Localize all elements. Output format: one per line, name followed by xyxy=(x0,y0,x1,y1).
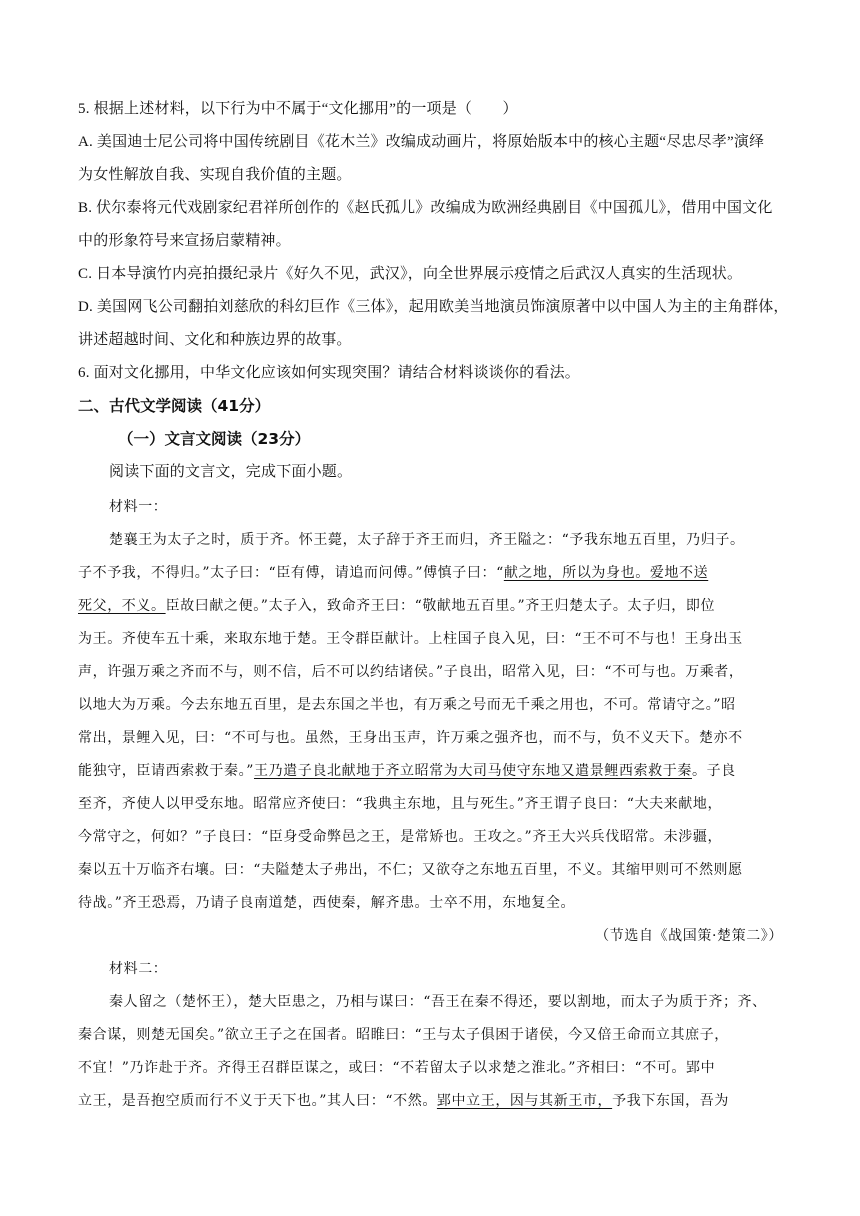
option-a-line-2: 为女性解放自我、实现自我价值的主题。 xyxy=(78,167,352,183)
passage-line: 为王。齐使车五十乘，来取东地于楚。王令群臣献计。上柱国子良入见，曰：“王不可不与也！王身出玉 xyxy=(78,631,743,647)
passage-line: 能独守，臣请西索救于秦。”王乃遣子良北献地于齐立昭常为大司马使守东地又遣景鲤西索救于秦。子良 xyxy=(78,763,736,779)
material-1-label: 材料一： xyxy=(109,499,168,515)
passage-line: 至齐，齐使人以甲受东地。昭常应齐使曰：“我典主东地，且与死生。”齐王谓子良曰：“大夫来献地， xyxy=(78,796,723,812)
option-d-line-1: D. 美国网飞公司翻拍刘慈欣的科幻巨作《三体》，起用欧美当地演员饰演原著中以中国人为主的主角群体， xyxy=(78,299,789,315)
passage-line: 今常守之，何如？”子良曰：“臣身受命弊邑之王，是常矫也。王攻之。”齐王大兴兵伐昭常。未涉疆， xyxy=(78,829,723,845)
option-d-line-2: 讲述超越时间、文化和种族边界的故事。 xyxy=(78,332,352,348)
source-citation: （节选自《战国策·楚策二》） xyxy=(595,928,783,944)
underlined-sentence: 死父，不义。 xyxy=(78,598,166,614)
question-5-stem: 5. 根据上述材料，以下行为中不属于“文化挪用”的一项是（ ） xyxy=(78,101,518,117)
option-c-line-1: C. 日本导演竹内亮拍摄纪录片《好久不见，武汉》，向全世界展示疫情之后武汉人真实的生活现状。 xyxy=(78,266,743,282)
passage-line: 秦以五十万临齐右壤。曰：“夫隘楚太子弗出，不仁；又欲夺之东地五百里，不义。其缩甲则可不然则愿 xyxy=(78,862,743,878)
passage-line: 声，许强万乘之齐而不与，则不信，后不可以约结诸侯。”子良出，昭常入见，曰：“不可与也。万乘者， xyxy=(78,664,744,680)
subsection-heading: （一）文言文阅读（23分） xyxy=(118,430,311,448)
question-6: 6. 面对文化挪用，中华文化应该如何实现突围？请结合材料谈谈你的看法。 xyxy=(78,365,581,381)
passage-line: 不宜！”乃诈赴于齐。齐得王召群臣谋之，或曰：“不若留太子以求楚之淮北。”齐相曰：“不可。郢中 xyxy=(78,1060,716,1076)
passage-line: 子不予我，不得归。”太子曰：“臣有傅，请追而问傅。”傅慎子曰：“献之地，所以为身也。爱地不送 xyxy=(78,565,709,581)
material-2-label: 材料二： xyxy=(109,961,168,977)
section-heading: 二、古代文学阅读（41分） xyxy=(78,397,271,415)
passage-line: 楚襄王为太子之时，质于齐。怀王薨，太子辞于齐王而归，齐王隘之：“予我东地五百里，乃归子。 xyxy=(109,532,745,548)
option-b-line-2: 中的形象符号来宣扬启蒙精神。 xyxy=(78,233,291,249)
passage-line: 常出，景鲤入见，曰：“不可与也。虽然，王身出玉声，许万乘之强齐也，而不与，负不义天下。楚亦不 xyxy=(78,730,743,746)
underlined-sentence: 献之地，所以为身也。爱地不送 xyxy=(503,565,709,581)
passage-line: 秦合谋，则楚无国矣。”欲立王子之在国者。昭睢曰：“王与太子俱困于诸侯，今又倍王命而立其庶子， xyxy=(78,1027,729,1043)
option-b-line-1: B. 伏尔泰将元代戏剧家纪君祥所创作的《赵氏孤儿》改编成为欧洲经典剧目《中国孤儿》，借用中国文化 xyxy=(78,200,773,216)
option-a-line-1: A. 美国迪士尼公司将中国传统剧目《花木兰》改编成动画片，将原始版本中的核心主题“尽忠尽孝”演绎 xyxy=(78,134,765,150)
passage-line: 立王，是吾抱空质而行不义于天下也。”其人曰：“不然。郢中立王，因与其新王市，予我下东国，吾为 xyxy=(78,1093,729,1109)
underlined-sentence: 郢中立王，因与其新王市， xyxy=(436,1093,613,1109)
passage-line: 死父，不义。臣故曰献之便。”太子入，致命齐王曰：“敬献地五百里。”齐王归楚太子。太子归，即位 xyxy=(78,598,716,614)
passage-line: 待战。”齐王恐焉，乃请子良南道楚，西使秦，解齐患。士卒不用，东地复全。 xyxy=(78,895,576,911)
passage-line: 秦人留之（楚怀王），楚大臣患之，乃相与谋曰：“吾王在秦不得还，要以割地，而太子为质于齐；齐、 xyxy=(109,994,767,1010)
underlined-sentence: 王乃遣子良北献地于齐立昭常为大司马使守东地又遣景鲤西索救于秦 xyxy=(253,763,692,779)
passage-line: 以地大为万乘。今去东地五百里，是去东国之半也，有万乘之号而无千乘之用也，不可。常请守之。”昭 xyxy=(78,697,736,713)
instruction: 阅读下面的文言文，完成下面小题。 xyxy=(109,464,353,480)
